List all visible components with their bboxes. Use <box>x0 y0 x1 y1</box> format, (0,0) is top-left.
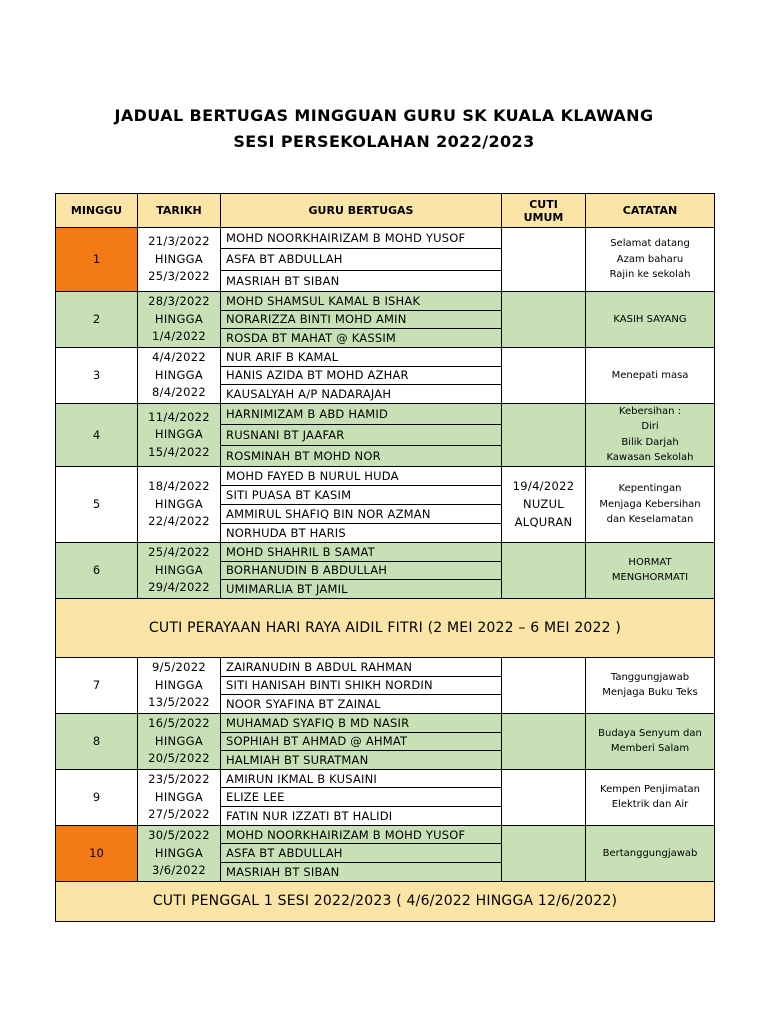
public-holiday-line: ALQURAN <box>514 515 573 530</box>
note <box>586 403 715 466</box>
teacher-name: SITI PUASA BT KASIM <box>221 485 502 504</box>
week-number: 1 <box>56 228 138 292</box>
table-row <box>56 713 715 732</box>
note <box>586 825 715 881</box>
date-range-separator: HINGGA <box>154 251 204 266</box>
date-range-separator: HINGGA <box>154 496 204 511</box>
teacher-name: SITI HANISAH BINTI SHIKH NORDIN <box>221 676 502 695</box>
public-holiday <box>502 769 586 825</box>
date-range <box>138 466 221 542</box>
teacher-name: SOPHIAH BT AHMAD @ AHMAT <box>221 732 502 751</box>
note-line: Kepentingan <box>618 483 682 495</box>
table-row <box>56 291 715 310</box>
table-row <box>56 825 715 844</box>
week-number: 4 <box>56 403 138 466</box>
date-range-separator: HINGGA <box>154 677 204 692</box>
teacher-name: ZAIRANUDIN B ABDUL RAHMAN <box>221 657 502 676</box>
week-number: 10 <box>56 825 138 881</box>
date-end: 1/4/2022 <box>151 329 207 344</box>
holiday-break-text: CUTI PERAYAAN HARI RAYA AIDIL FITRI (2 MEI 2022 – 6 MEI 2022 ) <box>56 598 715 657</box>
note <box>586 466 715 542</box>
teacher-name: ROSDA BT MAHAT @ KASSIM <box>221 329 502 348</box>
header-holiday-line1: CUTI <box>529 197 558 211</box>
date-range-separator: HINGGA <box>154 733 204 748</box>
note <box>586 769 715 825</box>
date-range <box>138 347 221 403</box>
teacher-name: UMIMARLIA BT JAMIL <box>221 580 502 599</box>
teacher-name: AMMIRUL SHAFIQ BIN NOR AZMAN <box>221 504 502 523</box>
date-range <box>138 291 221 347</box>
public-holiday <box>502 825 586 881</box>
note-line: Bilik Darjah <box>621 436 679 448</box>
header-row <box>56 194 715 228</box>
table-row <box>56 403 715 424</box>
note-line: Menjaga Buku Teks <box>602 687 698 699</box>
note-line: Bertanggungjawab <box>602 847 698 859</box>
date-end: 8/4/2022 <box>151 385 207 400</box>
teacher-name: NUR ARIF B KAMAL <box>221 347 502 366</box>
note-line: Rajin ke sekolah <box>609 269 691 281</box>
teacher-name: HALMIAH BT SURATMAN <box>221 751 502 770</box>
teacher-name: NOOR SYAFINA BT ZAINAL <box>221 695 502 714</box>
teacher-name: ROSMINAH BT MOHD NOR <box>221 445 502 466</box>
week-number: 8 <box>56 713 138 769</box>
teacher-name: ASFA BT ABDULLAH <box>221 249 502 270</box>
note <box>586 542 715 598</box>
date-range-separator: HINGGA <box>154 789 204 804</box>
teacher-name: FATIN NUR IZZATI BT HALIDI <box>221 807 502 826</box>
teacher-name: MASRIAH BT SIBAN <box>221 270 502 291</box>
teacher-name: ELIZE LEE <box>221 788 502 807</box>
note-line: Kempen Penjimatan <box>600 783 700 795</box>
public-holiday <box>502 403 586 466</box>
date-end: 3/6/2022 <box>151 863 207 878</box>
note <box>586 657 715 713</box>
week-number: 5 <box>56 466 138 542</box>
date-range-separator: HINGGA <box>154 367 204 382</box>
date-start: 9/5/2022 <box>151 660 207 675</box>
date-range <box>138 825 221 881</box>
holiday-break-row <box>56 881 715 921</box>
date-end: 20/5/2022 <box>148 751 210 766</box>
table-row <box>56 466 715 485</box>
teacher-name: MOHD NOORKHAIRIZAM B MOHD YUSOF <box>221 825 502 844</box>
teacher-name: RUSNANI BT JAAFAR <box>221 424 502 445</box>
note-line: Selamat datang <box>610 238 690 250</box>
duty-roster-table <box>55 193 715 922</box>
date-end: 13/5/2022 <box>148 695 210 710</box>
teacher-name: HANIS AZIDA BT MOHD AZHAR <box>221 366 502 385</box>
teacher-name: BORHANUDIN B ABDULLAH <box>221 561 502 580</box>
note <box>586 291 715 347</box>
table-row <box>56 347 715 366</box>
holiday-break-text: CUTI PENGGAL 1 SESI 2022/2023 ( 4/6/2022 HINGGA 12/6/2022) <box>56 881 715 921</box>
header-date: TARIKH <box>138 194 221 228</box>
header-teachers: GURU BERTUGAS <box>221 194 502 228</box>
public-holiday <box>502 466 586 542</box>
date-range-separator: HINGGA <box>154 311 204 326</box>
teacher-name: MOHD FAYED B NURUL HUDA <box>221 466 502 485</box>
date-range-separator: HINGGA <box>154 427 204 442</box>
teacher-name: MASRIAH BT SIBAN <box>221 863 502 882</box>
public-holiday <box>502 542 586 598</box>
teacher-name: HARNIMIZAM B ABD HAMID <box>221 403 502 424</box>
public-holiday <box>502 657 586 713</box>
date-range <box>138 713 221 769</box>
note-line: dan Keselamatan <box>606 514 694 526</box>
week-number: 7 <box>56 657 138 713</box>
note-line: MENGHORMATI <box>611 572 689 584</box>
date-start: 23/5/2022 <box>148 772 210 787</box>
page-subtitle: SESI PERSEKOLAHAN 2022/2023 <box>233 132 535 151</box>
date-range-separator: HINGGA <box>154 845 204 860</box>
date-start: 28/3/2022 <box>148 294 210 309</box>
page-title: JADUAL BERTUGAS MINGGUAN GURU SK KUALA KLAWANG <box>114 106 654 125</box>
header-holiday <box>502 194 586 228</box>
date-start: 25/4/2022 <box>148 545 210 560</box>
date-range-separator: HINGGA <box>154 562 204 577</box>
table-row <box>56 542 715 561</box>
teacher-name: MUHAMAD SYAFIQ B MD NASIR <box>221 713 502 732</box>
note <box>586 713 715 769</box>
note-line: Diri <box>641 421 659 433</box>
date-start: 30/5/2022 <box>148 828 210 843</box>
date-range <box>138 228 221 292</box>
public-holiday <box>502 713 586 769</box>
date-end: 15/4/2022 <box>148 444 210 459</box>
note-line: Elektrik dan Air <box>611 799 689 811</box>
note <box>586 228 715 292</box>
note-line: Menjaga Kebersihan <box>599 498 701 510</box>
public-holiday <box>502 347 586 403</box>
teacher-name: NORHUDA BT HARIS <box>221 523 502 542</box>
teacher-name: MOHD SHAHRIL B SAMAT <box>221 542 502 561</box>
public-holiday-line: 19/4/2022 <box>512 479 575 494</box>
date-start: 16/5/2022 <box>148 716 210 731</box>
date-end: 25/3/2022 <box>148 269 210 284</box>
date-start: 11/4/2022 <box>148 409 210 424</box>
table-row <box>56 657 715 676</box>
note-line: Kebersihan : <box>618 405 682 417</box>
date-start: 18/4/2022 <box>148 479 210 494</box>
public-holiday <box>502 291 586 347</box>
table-row <box>56 769 715 788</box>
header-week: MINGGU <box>56 194 138 228</box>
note-line: Kawasan Sekolah <box>606 452 694 464</box>
note-line: Tanggungjawab <box>610 671 690 683</box>
date-end: 27/5/2022 <box>148 807 210 822</box>
note-line: Budaya Senyum dan <box>598 727 702 739</box>
week-number: 9 <box>56 769 138 825</box>
date-start: 4/4/2022 <box>151 350 207 365</box>
header-notes: CATATAN <box>586 194 715 228</box>
note-line: Memberi Salam <box>610 743 690 755</box>
header-holiday-line2: UMUM <box>523 210 564 224</box>
table-row <box>56 228 715 249</box>
week-number: 6 <box>56 542 138 598</box>
holiday-break-row <box>56 598 715 657</box>
date-range <box>138 542 221 598</box>
teacher-name: NORARIZZA BINTI MOHD AMIN <box>221 310 502 329</box>
date-end: 29/4/2022 <box>148 580 210 595</box>
date-range <box>138 769 221 825</box>
note-line: Azam baharu <box>616 253 684 265</box>
week-number: 2 <box>56 291 138 347</box>
teacher-name: MOHD SHAMSUL KAMAL B ISHAK <box>221 291 502 310</box>
public-holiday <box>502 228 586 292</box>
date-range <box>138 657 221 713</box>
note-line: KASIH SAYANG <box>613 313 687 325</box>
teacher-name: AMIRUN IKMAL B KUSAINI <box>221 769 502 788</box>
teacher-name: MOHD NOORKHAIRIZAM B MOHD YUSOF <box>221 228 502 249</box>
note-line: HORMAT <box>628 556 672 568</box>
teacher-name: KAUSALYAH A/P NADARAJAH <box>221 385 502 404</box>
date-end: 22/4/2022 <box>148 514 210 529</box>
teacher-name: ASFA BT ABDULLAH <box>221 844 502 863</box>
date-range <box>138 403 221 466</box>
public-holiday-line: NUZUL <box>522 497 565 512</box>
date-start: 21/3/2022 <box>148 234 210 249</box>
note <box>586 347 715 403</box>
note-line: Menepati masa <box>611 369 689 381</box>
week-number: 3 <box>56 347 138 403</box>
